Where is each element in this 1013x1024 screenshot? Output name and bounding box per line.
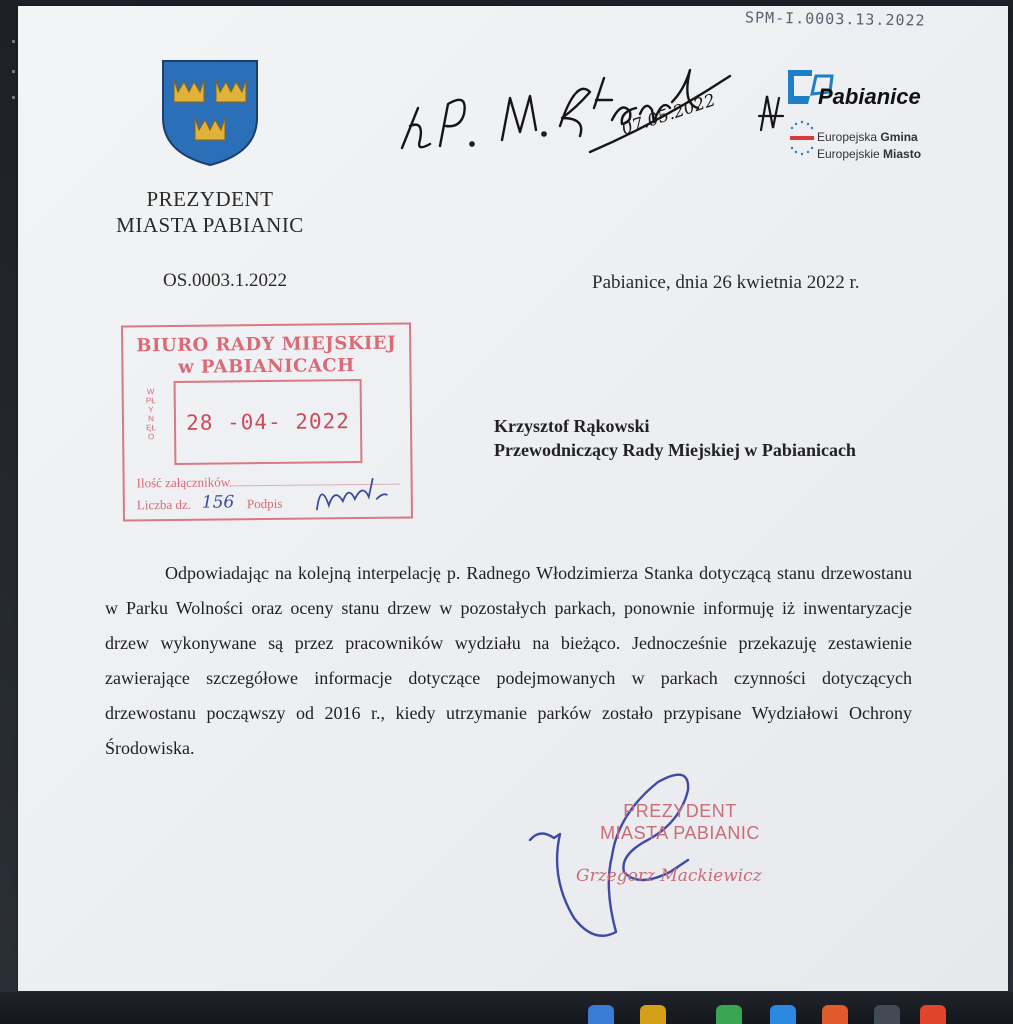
logo-tagline [817,147,921,161]
recipient-name: Krzysztof Rąkowski [494,416,650,436]
stamp-signature [311,475,391,516]
logo-tagline-bold: Gmina [880,130,918,144]
stamp-count-label: Liczba dz. [136,496,192,513]
logo-tagline-text: Europejska [817,130,881,144]
stamp-attachments-label: Ilość załączników [136,474,231,491]
registry-stamp [121,322,413,521]
edge-mark [12,96,15,99]
logo-tagline-bold: Miasto [883,147,922,161]
initials-mark [755,90,785,140]
stamp-title: w PABIANICACH [178,355,355,378]
taskbar-app-icon[interactable] [822,1005,848,1024]
stamp-title: BIURO RADY MIEJSKIEJ [136,332,397,357]
taskbar-app-icon[interactable] [640,1005,666,1024]
recipient-title: Przewodniczący Rady Miejskiej w Pabianicach [494,440,856,460]
recipient [494,414,856,462]
issuer-line: MIASTA PABIANIC [116,213,304,237]
signature-title: MIASTA PABIANIC [600,823,760,843]
place-and-date: Pabianice, dnia 26 kwietnia 2022 r. [592,272,860,293]
issuer-line: PREZYDENT [146,187,274,211]
edge-mark [12,40,15,43]
logo-tagline-text: Europejskie [817,147,884,161]
issuer [90,186,330,238]
edge-mark [12,70,15,73]
taskbar-app-icon[interactable] [920,1005,946,1024]
taskbar [0,992,1013,1024]
taskbar-app-icon[interactable] [588,1005,614,1024]
handwritten-reference: SPM-I.0003.13.2022 [744,8,926,30]
signature-block [560,800,800,844]
handwritten-signature [520,768,750,948]
stamp-count-value: 156 [201,492,235,513]
taskbar-app-icon[interactable] [770,1005,796,1024]
reference-number: OS.0003.1.2022 [163,270,288,291]
signatory-name: Grzegorz Mackiewicz [576,866,762,886]
stamp-sign-label: Podpis [246,495,283,512]
logo-wordmark: Pabianice [818,84,921,109]
taskbar-app-icon[interactable] [716,1005,742,1024]
coat-of-arms-icon [160,58,260,168]
logo-tagline [817,130,918,144]
taskbar-app-icon[interactable] [874,1005,900,1024]
letter-body: Odpowiadając na kolejną interpelację p. Radnego Włodzimierza Stanka dotyczącą stanu drzewostanu w Parku Wolności oraz oceny stanu drzew w pozostałych parkach, ponownie informuję iż inwentaryzacje drzew wykonywane są przez pracowników wydziału na bieżąco. Jednocześnie przekazuję zestawienie zawierające szczegółowe informacje dotyczące podejmowanych w parkach czynności dotyczących drzewostanu począwszy od 2016 r., kiedy utrzymanie parków zostało przypisane Wydziałowi Ochrony Środowiska. [105,563,912,758]
handwritten-date: 07.05.2022 [619,90,719,140]
stamp-date: 28 -04- 2022 [186,409,350,435]
stamp-date-box [174,379,363,465]
signature-title: PREZYDENT [623,801,737,821]
stamp-side-label: WPŁYNĘŁO [145,387,156,442]
